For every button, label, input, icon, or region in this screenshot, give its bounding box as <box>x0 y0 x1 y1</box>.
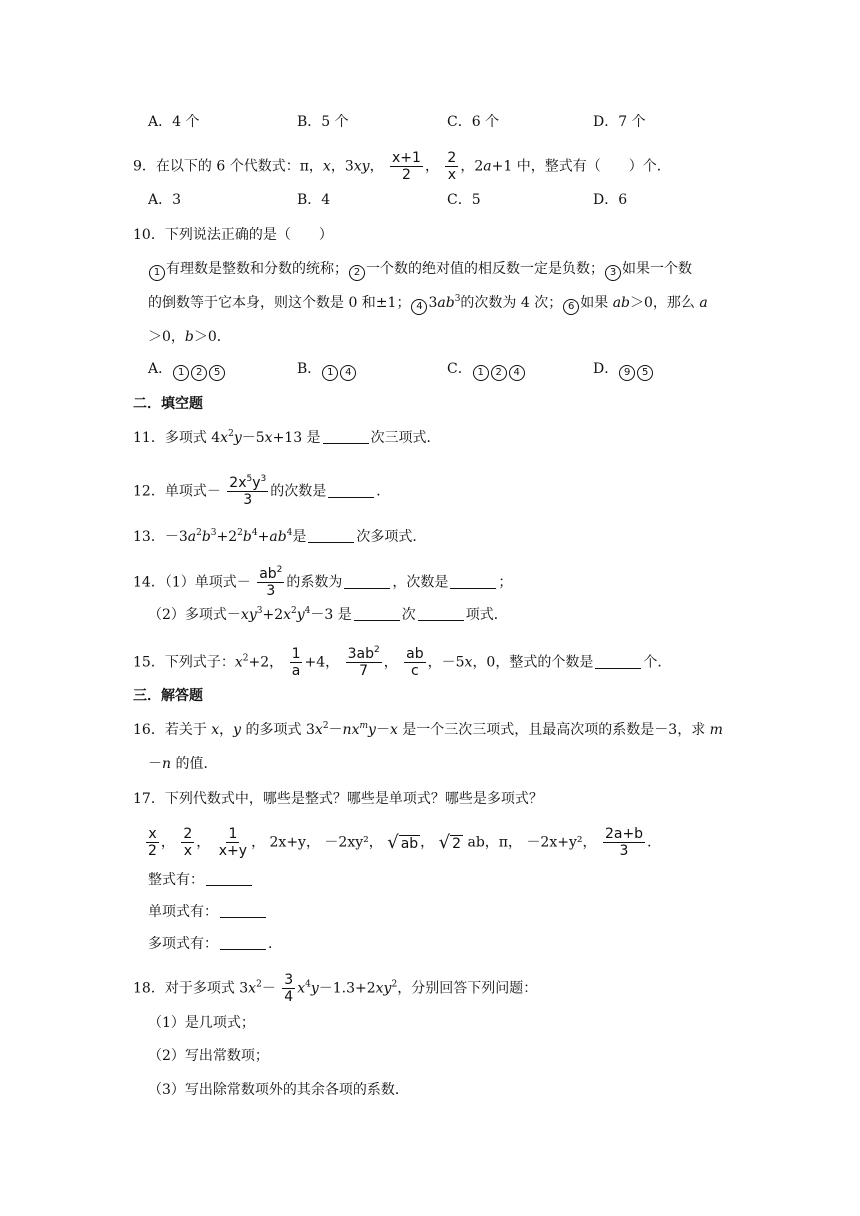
circled-2: 2 <box>349 265 365 281</box>
q10-line1-c: 如果一个数 <box>622 261 692 277</box>
q10-option-b: B． 1 4 <box>297 359 357 381</box>
q10-line1-b: 一个数的绝对值的相反数一定是负数； <box>366 261 604 277</box>
q11-blank[interactable] <box>323 429 369 444</box>
q17-danxiang-label: 单项式有： <box>148 904 218 920</box>
q14-pre: 14．（1）单项式－ <box>133 574 251 591</box>
q15-tail: 个． <box>643 654 672 671</box>
q18-pre: 18．对于多项式 3 <box>133 980 249 997</box>
q14-blank-2[interactable] <box>450 574 496 589</box>
question-12 <box>133 475 390 508</box>
q15-fraction-1: $\frac{1}{a}$ <box>291 646 301 679</box>
q17-frac-1: $\frac{x}{2}$ <box>148 826 157 859</box>
q9-frac2-num: 2 <box>447 150 457 166</box>
q13-pre: 13．－3 <box>133 529 188 545</box>
q17-item-4: －2x+y²， <box>526 834 597 851</box>
q10-line2-e: ＞0，那么 <box>630 295 700 311</box>
question-10-line1 <box>148 259 692 281</box>
q10-line2-c: 的次数为 4 次； <box>460 295 563 311</box>
q10-line2-a: 的倒数等于它本身，则这个数是 0 和±1； <box>148 295 411 311</box>
q17-zhengshi-blank[interactable] <box>206 871 252 886</box>
question-10-stem: 10．下列说法正确的是（ ） <box>133 227 333 243</box>
question-17-expressions: $\frac{x}{2}$ ， $\frac{2}{x}$ ， $\frac{1}{x+y}$ ， 2x+y， －2xy²， √ ab ， √ 2 ab，π， －2x+y²， $\frac{2a+b}{3}$ ． <box>148 826 662 859</box>
q14-p2-a: 次 <box>401 607 416 623</box>
q8-option-b: B．5 个 <box>297 114 349 130</box>
q17-item-2: －2xy²， <box>324 834 383 851</box>
question-14-part1 <box>133 566 512 599</box>
circled-4: 4 <box>411 299 427 315</box>
q12-blank[interactable] <box>328 483 374 498</box>
q16-l1d: － <box>328 722 343 738</box>
q10-line2-d: 如果 <box>580 295 613 311</box>
q17-frac-4: $\frac{2a+b}{3}$ <box>604 826 644 859</box>
q14-p2-mid: +2 <box>262 607 284 623</box>
q9-xy: xy <box>353 158 370 175</box>
q17-duoxiang-label: 多项式有： <box>148 936 218 952</box>
q15-e: ，0，整式的个数是 <box>472 654 594 671</box>
q12-tail: ． <box>376 483 391 500</box>
q10-line3-b: ＞0． <box>193 329 231 345</box>
q17-duoxiang-blank[interactable] <box>220 935 266 950</box>
circled-1: 1 <box>149 265 165 281</box>
q14-fraction: $\frac{ab^2}{3}$ <box>259 565 283 599</box>
q9-option-a: A．3 <box>148 192 182 208</box>
q17-polynomials: 多项式有： ． <box>148 936 282 952</box>
q17-frac-3: $\frac{1}{x+y}$ <box>218 826 248 859</box>
q17-danxiang-blank[interactable] <box>220 903 266 918</box>
q16-l1e: － <box>375 722 390 738</box>
q17-zhengshi-label: 整式有： <box>148 872 204 888</box>
q16-l2a: － <box>148 756 162 772</box>
circled-6: 6 <box>563 299 579 315</box>
q9-a: a <box>483 158 492 175</box>
question-15: 15．下列式子：$x^2+2$， $\frac{1}{a}$ +4， $\frac{3ab^2}{7}$ ， $\frac{ab}{c}$ ，－5x，0，整式的个数是 个． <box>133 645 672 679</box>
q14-blank-3[interactable] <box>354 606 400 621</box>
q8-option-d: D．7 个 <box>593 114 646 130</box>
question-16-line1: 16．若关于 x，y 的多项式 $3x^2-nx^my-x$ 是一个三次三项式，且最高次项的系数是－3，求 m <box>133 721 723 738</box>
q17-sqrt-2: √ 2 <box>438 831 462 853</box>
q9-x: x <box>322 158 331 175</box>
q15-b: +4， <box>304 654 340 671</box>
q15-fraction-3: $\frac{ab}{c}$ <box>406 646 424 679</box>
q9-fraction-1 <box>390 150 423 183</box>
q14-tail: ； <box>498 574 513 591</box>
q11-tail: 次三项式． <box>370 430 441 446</box>
section-heading-fill-in: 二．填空题 <box>133 396 203 412</box>
q10-line3-a: ＞0， <box>148 329 185 345</box>
section-heading-answer: 三．解答题 <box>133 688 203 704</box>
q18-fraction: $\frac{3}{4}$ <box>284 972 294 1005</box>
q18-mid: － <box>261 980 276 997</box>
q11-pre: 11．多项式 4 <box>133 430 221 446</box>
q14-den: 3 <box>266 583 276 599</box>
q15-blank[interactable] <box>595 654 641 669</box>
q13-blank[interactable] <box>308 528 354 543</box>
question-11: 11．多项式 $4x^2y-5x+13$ 是 次三项式． <box>133 429 441 446</box>
q9-frac2-den: x <box>447 167 457 183</box>
q14-blank-1[interactable] <box>344 574 390 589</box>
q9-sep3: ， <box>424 158 439 175</box>
q9-option-c: C．5 <box>447 192 481 208</box>
q16-l1a: 16．若关于 <box>133 722 212 738</box>
q11-post: +13 是 <box>272 430 321 446</box>
q15-a: +2， <box>248 654 284 671</box>
q15-d: ，－5 <box>427 654 465 671</box>
q11-mid: －5 <box>241 430 265 446</box>
q9-option-b: B．4 <box>297 192 331 208</box>
question-18: 18．对于多项式 $3x^2-$ $\frac{3}{4}$ $x^4y-1.3+2xy^2$，分别回答下列问题： <box>133 972 538 1005</box>
q10-line1-a: 有理数是整数和分数的统称； <box>166 261 348 277</box>
q17-item-3: ab，π， <box>467 834 522 851</box>
question-14-part2: （2）多项式$-xy^3+2x^2y^4-3$ 是 次 项式． <box>148 606 508 623</box>
q14-mid: 的系数为 <box>286 574 343 591</box>
q17-frac-2: $\frac{2}{x}$ <box>183 826 193 859</box>
q17-monomials <box>148 902 268 922</box>
q18-part2: （2）写出常数项； <box>148 1048 269 1064</box>
q16-l2b: 的值． <box>171 756 218 772</box>
circled-3: 3 <box>605 265 621 281</box>
q17-item-1: 2x+y， <box>269 834 320 851</box>
q10-line2-b: 3 <box>428 295 438 311</box>
q9-frac1-den: 2 <box>402 167 411 183</box>
q17-sqrt-1: √ ab <box>387 831 419 853</box>
question-10-line3: ＞0，b＞0． <box>148 329 231 345</box>
question-9 <box>133 150 671 183</box>
q15-c: ， <box>383 654 398 671</box>
q15-fraction-2: $\frac{3ab^2}{7}$ <box>347 645 380 679</box>
question-13: 13．$-3a^2b^3+2^2b^4+ab^4$是 次多项式． <box>133 528 427 545</box>
q14-mid2: ，次数是 <box>392 574 449 591</box>
q16-l1f: 是一个三次三项式，且最高次项的系数是－3，求 <box>397 722 710 738</box>
q12-den: 3 <box>243 492 253 508</box>
q9-frac1-num: x+1 <box>392 150 421 166</box>
q10-option-c: C． 1 2 4 <box>447 359 526 381</box>
q8-option-c: C．6 个 <box>447 114 500 130</box>
q18-post: －1.3+2 <box>318 980 376 997</box>
q9-sep2: ， <box>369 158 384 175</box>
q13-tail: 次多项式． <box>356 529 427 545</box>
question-16-line2: －n 的值． <box>148 756 218 772</box>
q15-pre: 15．下列式子： <box>133 654 235 671</box>
q14-p2-pre: （2）多项式－ <box>148 607 241 623</box>
q12-fraction: $\frac{2x^5y^3}{3}$ <box>229 474 267 508</box>
q18-part1: （1）是几项式； <box>148 1015 255 1031</box>
q16-l1b: ， <box>219 722 234 738</box>
q9-sep1: ，3 <box>330 158 354 175</box>
q14-p2-post: －3 是 <box>310 607 352 623</box>
q9-option-d: D．6 <box>593 192 628 208</box>
q9-suffix: +1 中，整式有（ ）个． <box>491 158 671 175</box>
q14-p2-b: 项式． <box>465 607 508 623</box>
q10-option-d: D． 9 5 <box>593 359 654 381</box>
q14-blank-4[interactable] <box>418 606 464 621</box>
q9-sep4: ，2 <box>460 158 484 175</box>
q17-integral-expressions <box>148 870 254 890</box>
q9-fraction-2 <box>445 150 458 183</box>
question-17-stem: 17．下列代数式中，哪些是整式？哪些是单项式？哪些是多项式？ <box>133 791 543 807</box>
q18-tail: ，分别回答下列问题： <box>397 980 538 997</box>
q10-option-a: A． 1 2 5 <box>148 359 226 381</box>
q16-l1c: 的多项式 3 <box>241 722 315 738</box>
q9-prefix: 9．在以下的 6 个代数式：π， <box>133 158 323 175</box>
q12-post: 的次数是 <box>270 483 327 500</box>
q13-post: 是 <box>292 529 307 545</box>
question-10-line2: 的倒数等于它本身，则这个数是 0 和±1； 4 $3ab^3$的次数为 4 次； 6 如果 ab＞0，那么 a <box>148 293 708 315</box>
q12-pre: 12．单项式－ <box>133 483 221 500</box>
q8-option-a: A．4 个 <box>148 114 200 130</box>
q18-part3: （3）写出除常数项外的其余各项的系数． <box>148 1082 409 1098</box>
